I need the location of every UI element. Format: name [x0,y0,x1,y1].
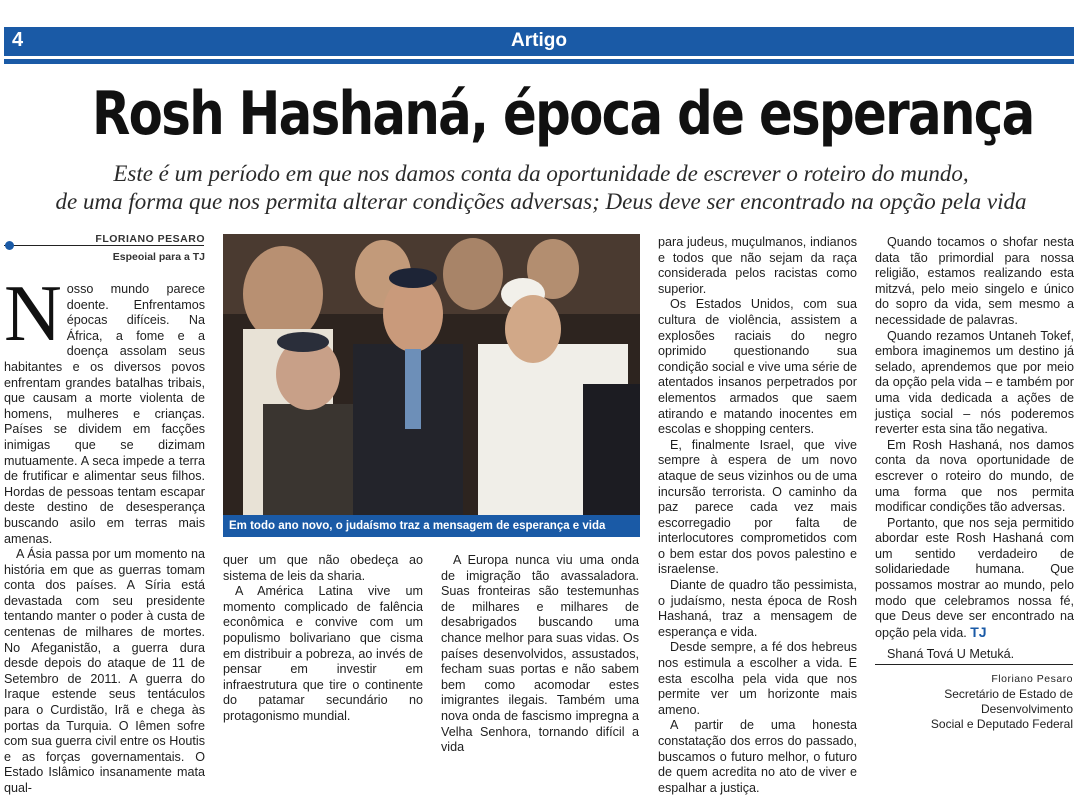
header-rule [4,59,1074,64]
paragraph: Quando tocamos o shofar nesta data tão primordial para nossa religião, estamos realizando esta mitzvá, pelo meio singelo e único do sopro da vida, sem mesmo a necessidade de palavras. [875,235,1074,327]
photo-illustration [223,234,640,537]
paragraph: A América Latina vive um momento complicado de falência econômica e convive com um populismo bolivariano que cisma em distribuir a pobreza, ao invés de pensar em investir em infraestrutura que tire o continente do patamar secundário no protagonismo mundial. [223,584,423,723]
subhead-line-2: de uma forma que nos permita alterar condições adversas; Deus deve ser encontrado na opção pela vida [55,189,1027,214]
byline-rule [4,245,204,246]
paragraph: Em Rosh Hashaná, nos damos conta da nova oportunidade de escrever o roteiro do mundo, de uma forma que nos permita modificar condições tão adversas. [875,437,1074,515]
headline: Rosh Hashaná, época de esperança [91,79,1034,149]
paragraph-text: Portanto, que nos seja permitido abordar este Rosh Hashaná com um sentido verdadeiro de solidariedade humana. Que possamos mostrar ao mundo, pelo modo que celebramos nossa fé, que Deus deve ser encontrado na opção pela vida. [875,515,1074,640]
paragraph: Diante de quadro tão pessimista, o judaísmo, nesta época de Rosh Hashaná, traz a mensagem de esperança e vida. [658,578,857,639]
byline-dot-icon [5,241,14,250]
tj-end-mark: TJ [970,623,987,640]
article-column-4 [658,235,857,796]
paragraph: A partir de uma honesta constatação dos erros do passado, buscamos o futuro melhor, o futuro de quem acredita no ato de viver e espalhar a justiça. [658,718,857,795]
author-name: FLORIANO PESARO [95,233,205,245]
paragraph: osso mundo parece doente. Enfrentamos épocas difíceis. Na África, a fome e a doença assolam seus habitantes e os diversos povos enfrentam grandes batalhas tribais, que causam a morte violenta de homens, mulheres e crianças. Países se dividem em facções inimigas que se dizimam mutuamente. A seca impede a terra de frutificar e alimentar seus filhos. Hordas de pessoas tentam escapar deste destino de desesperança buscando asilo em terras mais amenas. [4,282,205,546]
paragraph: A Ásia passa por um momento na história em que as guerras tomam conta dos países. A Síria está devastada com seu presidente tentando manter o poder à custa de centenas de milhares de mortes. No Afeganistão, a guerra dura desde depois do ataque de 11 de Setembro de 2011. A guerra do Iraque estende seus tentáculos para o Curdistão, Irã e chega às portas da Turquia. O Iêmen sofre com sua guerra civil entre os Houtis e as forças governamentais. O Estado Islâmico insanamente mata qual- [4,547,206,795]
paragraph: Os Estados Unidos, com sua cultura de violência, assistem a explosões raciais do negro oprimido questionando sua condição social e vive uma série de atentados insanos perpetrados por elementos armados que saem atirando e matando inocentes em escolas e shopping centers. [658,297,857,437]
signature-name: Floriano Pesaro [991,673,1073,685]
section-header-bar [4,27,1074,56]
paragraph: E, finalmente Israel, que vive sempre à espera de um novo ataque de seus vizinhos ou de uma incursão terrorista. O caminho da paz parece cada vez mais escorregadio por falta de interlocutores comprometidos com o bem estar dos povos palestino e israelense. [658,437,857,577]
section-title: Artigo [511,30,567,51]
paragraph: para judeus, muçulmanos, indianos e todos que não sejam da raça considerada pelos racistas como superior. [658,235,857,296]
article-photo [223,234,640,537]
author-signature [875,672,1073,732]
signature-title-1: Secretário de Estado de Desenvolvimento [944,687,1073,716]
article-column-1 [4,270,206,797]
subhead-line-1: Este é um período em que nos damos conta da oportunidade de escrever o roteiro do mundo, [113,161,969,186]
closing-greeting: Shaná Tová U Metuká. [887,647,1015,662]
subheadline [0,160,1082,216]
page-number: 4 [12,29,24,51]
article-column-5 [875,235,1074,663]
paragraph: quer um que não obedeça ao sistema de leis da sharia. [223,553,423,583]
paragraph [875,516,1074,642]
signature-title-2: Social e Deputado Federal [930,717,1073,731]
signature-rule [875,664,1073,665]
article-column-2 [223,553,423,725]
paragraph: Desde sempre, a fé dos hebreus nos estimula a escolher a vida. E esta escolha pela vida que nos permite ver um horizonte mais ameno. [658,640,857,717]
photo-caption: Em todo ano novo, o judaísmo traz a mensagem de esperança e vida [223,515,640,537]
paragraph: A Europa nunca viu uma onda de imigração tão avassaladora. Suas fronteiras são testemunhas de milhares e milhares de desabrigados buscando uma chance melhor para suas vidas. Os países desenvolvidos, assustados, fecham suas portas e não sabem bem como acomodar estes imigrantes ilegais. Também uma nova onda de fascismo impregna a Velha Senhora, tornando difícil a vida [441,553,639,755]
article-column-3 [441,553,639,756]
drop-cap: N [4,270,62,358]
paragraph: Quando rezamos Untaneh Tokef, embora imaginemos um destino já selado, aprendemos que por meio da opção pela vida – e também por uma vida dedicada a ações de justiça social – nós poderemos reverter esta sina tão negativa. [875,328,1074,437]
author-role: Espeoial para a TJ [112,251,205,263]
